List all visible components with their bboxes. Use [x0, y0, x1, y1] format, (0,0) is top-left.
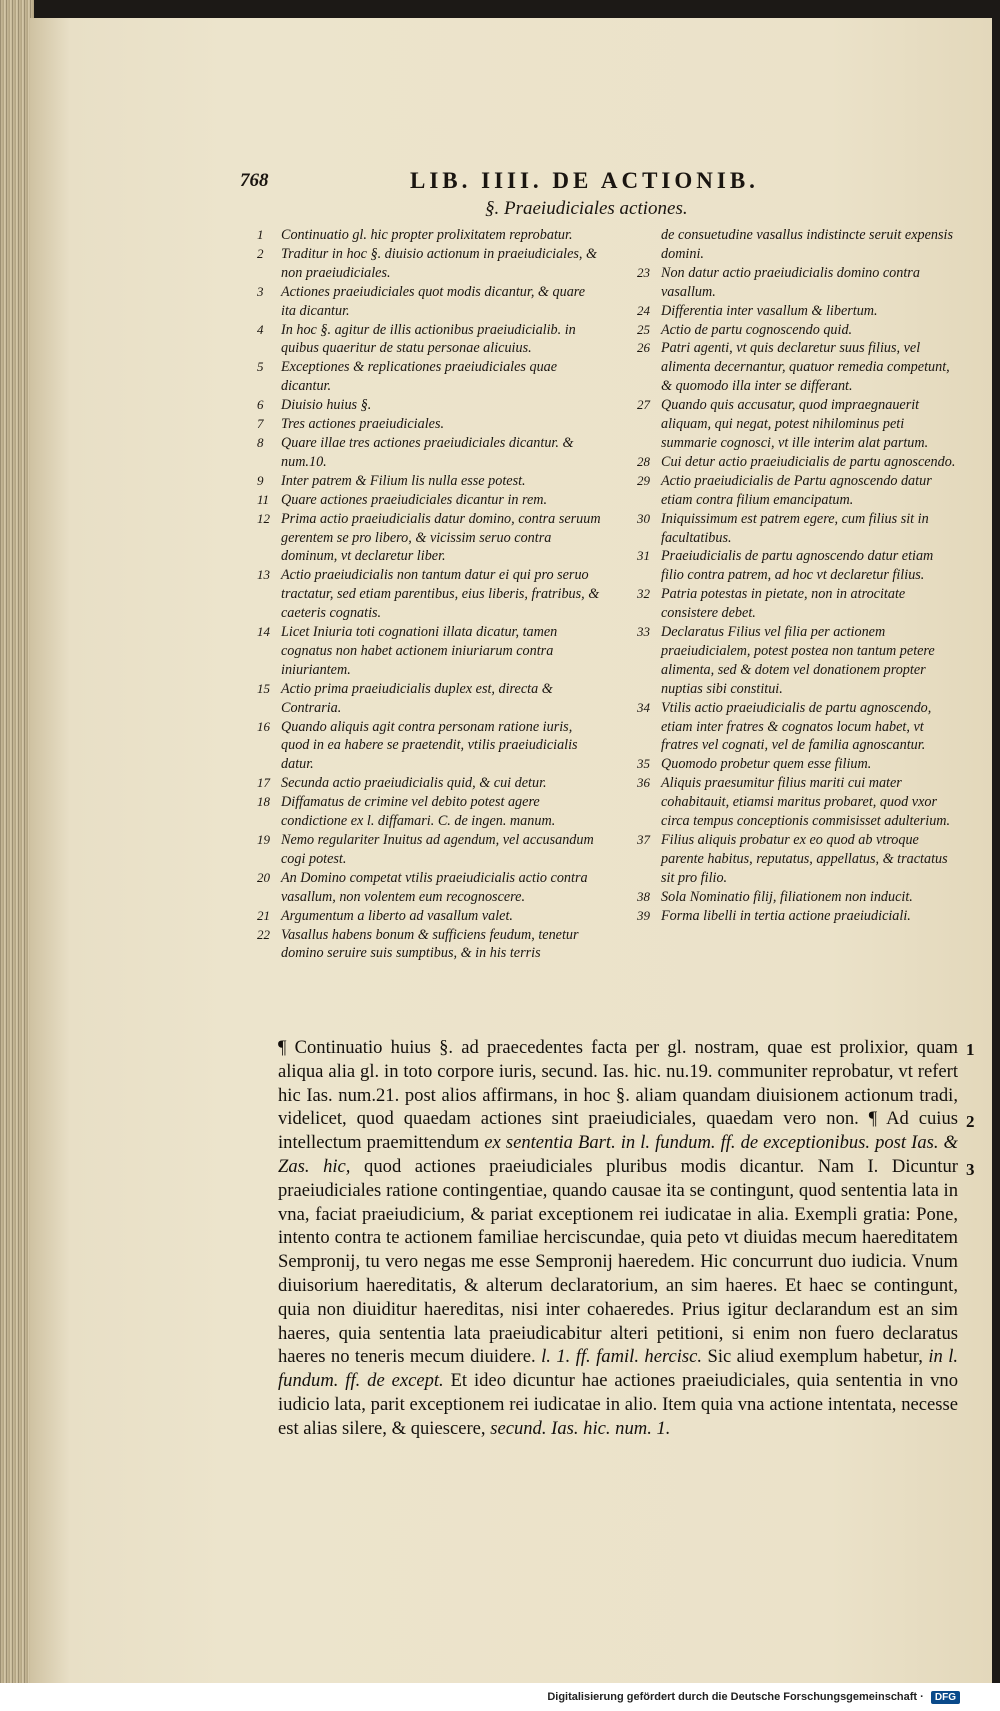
index-entry-text: Quomodo probetur quem esse filium.	[661, 756, 872, 773]
index-entry-text: Continuatio gl. hic propter prolixitatem reprobatur.	[281, 227, 573, 243]
index-entry	[257, 358, 602, 396]
index-entry-number: 18	[257, 794, 270, 810]
running-head	[240, 170, 940, 200]
index-entry	[637, 264, 959, 302]
index-entry-number: 3	[257, 283, 264, 299]
index-entry	[257, 510, 602, 567]
index-entry	[257, 623, 602, 680]
body-citation: secund. Ias. hic. num. 1.	[490, 1417, 671, 1439]
index-entry-text: Non datur actio praeiudicialis domino contra vasallum.	[661, 264, 920, 300]
body-citation: ex sententia Bart. in l. fundum. ff. de exceptionibus. post Ias. & Zas. hic,	[278, 1132, 959, 1177]
index-entry	[637, 774, 959, 831]
index-entry-text: Differentia inter vasallum & libertum.	[661, 302, 878, 319]
index-entry-text: Inter patrem & Filium lis nulla esse potest.	[281, 472, 526, 489]
page-number: 768	[240, 170, 269, 191]
index-entry-number: 20	[257, 869, 270, 885]
index-entry	[257, 718, 602, 775]
index-entry	[257, 283, 602, 321]
index-entry-number: 23	[637, 264, 650, 280]
index-entry	[257, 472, 602, 491]
index-entry-number: 14	[257, 624, 270, 640]
index-entry	[257, 793, 602, 831]
index-entry-text: Actio de partu cognoscendo quid.	[661, 321, 853, 338]
index-entry	[637, 453, 959, 472]
footer-bar	[0, 1683, 1000, 1711]
index-entry	[257, 926, 602, 964]
index-entry	[257, 245, 602, 283]
footer-credit	[547, 1691, 960, 1704]
index-entry-text: de consuetudine vasallus indistincte seruit expensis domini.	[661, 227, 953, 262]
index-entry-text: Traditur in hoc §. diuisio actionum in praeiudiciales, & non praeiudiciales.	[281, 245, 598, 281]
book-page-edges	[0, 0, 34, 1711]
index-entry-text: Tres actiones praeiudiciales.	[281, 416, 445, 433]
index-entry	[637, 226, 959, 264]
index-entry-number: 25	[637, 321, 650, 337]
index-entry-text: Vasallus habens bonum & sufficiens feudum, tenetur domino seruire suis sumptibus, & in his terris	[281, 926, 579, 962]
index-entry-number: 6	[257, 397, 264, 413]
index-entry-text: Iniquissimum est patrem egere, cum filius sit in facultatibus.	[661, 510, 929, 546]
index-entry-number: 12	[257, 510, 270, 526]
margin-note: 1	[966, 1040, 975, 1059]
index-entry	[637, 755, 959, 774]
index-entry	[637, 623, 959, 699]
index-entry-text: Sola Nominatio filij, filiationem non inducit.	[661, 888, 913, 905]
index-entry-text: Quando aliquis agit contra personam ratione iuris, quod in ea habere se praetendit, vtilis praeiudicialis datur.	[281, 718, 578, 773]
index-entry	[637, 547, 959, 585]
index-entry-text: Exceptiones & replicationes praeiudiciales quae dicantur.	[281, 359, 558, 395]
index-entry	[637, 907, 959, 926]
dfg-logo-icon: DFG	[931, 1691, 960, 1704]
index-entry-number: 5	[257, 359, 264, 375]
index-entry	[257, 831, 602, 869]
index-entry-text: Cui detur actio praeiudicialis de partu agnoscendo.	[661, 453, 956, 470]
index-entry	[257, 415, 602, 434]
body-paragraph-part: ¶ Continuatio huius §. ad praecedentes facta per gl. nostram, quae est prolixior, quam aliqua alia gl. in toto corpore iuris, secund. Ias. hic. nu.19. communiter reprobatur, vt refert hic Ias. num.21. post alios affirmans, in hoc §. aliam quandam diuisionem actionum tradi, videlicet, quod quaedam actiones sint praeiudiciales, quaedam vero non. ¶ Ad cuius intellectum praemittendum	[278, 1037, 958, 1154]
index-entry-number: 11	[257, 491, 270, 507]
section-title: §. Praeiudiciales actiones.	[485, 198, 688, 219]
index-entry	[257, 869, 602, 907]
index-entry-number: 28	[637, 453, 650, 469]
index-entry-number: 31	[637, 548, 650, 564]
index-entry-number: 15	[257, 680, 270, 696]
index-entry-number: 22	[257, 926, 270, 942]
index-entry-text: Patri agenti, vt quis declaretur suus filius, vel alimenta decernantur, quatuor remedia competunt, & quomodo illa inter se differant.	[661, 340, 950, 395]
body-paragraph-part: Et ideo dicuntur hae actiones praeiudiciales, quia sententia in vno iudicio lata, parit exceptionem rei iudicatae in alio. Item quia vna actione intentata, necesse est alias silere, & quiescere,	[278, 1370, 958, 1439]
index-entry-number: 32	[637, 586, 650, 602]
index-entry-number: 26	[637, 340, 650, 356]
index-entry-text: In hoc §. agitur de illis actionibus praeiudicialib. in quibus quaeritur de statu personae alicuius.	[281, 321, 576, 357]
index-entry-text: Nemo regulariter Inuitus ad agendum, vel accusandum cogi potest.	[281, 832, 594, 867]
index-entry-number: 37	[637, 832, 650, 847]
index-entry-text: Actiones praeiudiciales quot modis dicantur, & quare ita dicantur.	[281, 283, 586, 319]
index-entry-text: Diffamatus de crimine vel debito potest agere condictione ex l. diffamari. C. de ingen. manum.	[281, 794, 556, 830]
index-entry-text: Actio praeiudicialis de Partu agnoscendo datur etiam contra filium emancipatum.	[661, 472, 932, 508]
index-entry-text: Licet Iniuria toti cognationi illata dicatur, tamen cognatus non habet actionem iniuriarum contra iniuriantem.	[281, 624, 558, 678]
index-entry-text: Praeiudicialis de partu agnoscendo datur etiam filio contra patrem, ad hoc vt declaretur filius.	[661, 548, 934, 584]
index-left-column	[257, 226, 602, 963]
footer-text: Digitalisierung gefördert durch die Deutsche Forschungsgemeinschaft ·	[547, 1691, 924, 1703]
index-entry	[257, 774, 602, 793]
index-entry-number: 34	[637, 699, 650, 715]
index-entry	[257, 434, 602, 472]
index-entry	[257, 680, 602, 718]
index-entry	[257, 491, 602, 510]
index-entry-number: 1	[257, 227, 264, 242]
index-entry-text: Declaratus Filius vel filia per actionem praeiudicialem, potest postea non tantum petere alimenta, sed & dotem vel donationem propter nuptias sibi constitui.	[661, 624, 935, 697]
index-entry-number: 39	[637, 907, 650, 923]
index-entry-number: 8	[257, 434, 264, 450]
index-entry-text: An Domino competat vtilis praeiudicialis actio contra vasallum, non volentem eum recognoscere.	[281, 869, 588, 905]
index-entry	[637, 302, 959, 321]
index-entry-text: Forma libelli in tertia actione praeiudiciali.	[661, 907, 911, 924]
margin-note: 2	[966, 1112, 975, 1131]
index-entry-number: 27	[637, 397, 650, 413]
index-entry-text: Secunda actio praeiudicialis quid, & cui detur.	[281, 775, 547, 792]
index-entry-text: Actio prima praeiudicialis duplex est, directa & Contraria.	[281, 680, 553, 716]
index-entry-number: 9	[257, 472, 264, 488]
body-citation: in l. fundum. ff. de except.	[278, 1346, 959, 1392]
index-entry	[637, 831, 959, 888]
index-entry-number: 38	[637, 888, 650, 904]
index-entry	[637, 472, 959, 510]
index-entry	[637, 339, 959, 396]
index-entry	[257, 226, 602, 245]
margin-note: 3	[966, 1160, 975, 1179]
index-entry-number: 21	[257, 907, 270, 923]
index-entry	[637, 396, 959, 453]
index-entry	[257, 907, 602, 926]
index-entry-text: Quando quis accusatur, quod impraegnauerit aliquam, qui negat, potest nihilominus peti summarie cognosci, vt ille interim alat partum.	[661, 397, 929, 451]
index-entry-number: 29	[637, 472, 650, 488]
body-paragraph-part: quod actiones praeiudiciales pluribus modis dicantur. Nam I. Dicuntur praeiudiciales ratione contingentiae, quando causae ita se contingunt, quod sententia lata in vna, faciat praeiudicium, & pariat exceptionem rei iudicatae in alia. Exempli gratia: Pone, intento contra te actionem familiae herciscundae, quia peto vt diuidas mecum haereditatem Sempronij, tu vero negas me esse Sempronij haeredem. Hic concurrunt duo iudicia. Vnum diuisorium haereditatis, & alterum declaratorium, an sim haeres. Et haec se contingunt, quia non diuiditur haereditas, nisi inter cohaeredes. Prius igitur declarandum est an sim haeres, quia sententia lata praeiudicabitur alteri petitioni, si enim non fuero declaratus haeres no teneris mecum diuidere.	[278, 1155, 958, 1368]
index-entry-number: 16	[257, 718, 270, 734]
index-entry	[637, 888, 959, 907]
index-entry-number: 4	[257, 321, 264, 337]
body-paragraph-part: Sic aliud exemplum habetur,	[707, 1346, 923, 1368]
index-entry-text: Quare actiones praeiudiciales dicantur in rem.	[281, 491, 548, 508]
index-entry	[257, 566, 602, 623]
index-entry-number: 33	[637, 624, 650, 640]
index-entry-number: 35	[637, 756, 650, 772]
index-entry	[637, 585, 959, 623]
index-entry-text: Argumentum a liberto ad vasallum valet.	[281, 907, 513, 924]
index-entry-number: 19	[257, 832, 270, 847]
body-text	[278, 1036, 958, 1441]
body-citation: l. 1. ff. famil. hercisc.	[541, 1346, 703, 1368]
index-entry	[637, 699, 959, 756]
index-entry-text: Filius aliquis probatur ex eo quod ab vtroque parente habitus, reputatus, appellatus, & tractatus sit pro filio.	[661, 832, 948, 886]
index-entry	[257, 321, 602, 359]
running-head-title: LIB. IIII. DE ACTIONIB.	[410, 168, 759, 193]
index-entry-text: Vtilis actio praeiudicialis de partu agnoscendo, etiam inter fratres & cognatos locum habet, vt fratres vel cognati, vel de familia agnoscantur.	[661, 699, 932, 754]
index-entry-number: 36	[637, 775, 650, 791]
index-entry-number: 7	[257, 416, 264, 432]
index-right-column	[637, 226, 959, 926]
index-entry-number: 24	[637, 302, 650, 318]
index-entry	[637, 321, 959, 340]
index-entry-text: Aliquis praesumitur filius mariti cui mater cohabitauit, etiamsi maritus probaret, quod vxor circa tempus conceptionis commisisset adulterium.	[661, 775, 951, 830]
index-entry-number: 2	[257, 245, 264, 261]
index-entry-number: 30	[637, 510, 650, 526]
index-entry-text: Prima actio praeiudicialis datur domino, contra seruum gerentem se pro libero, & vicissim seruo contra dominum, vt declaretur liber.	[281, 510, 601, 565]
index-entry	[637, 510, 959, 548]
index-entry	[257, 396, 602, 415]
index-entry-text: Actio praeiudicialis non tantum datur ei qui pro seruo tractatur, sed etiam parentibus, eius liberis, fratribus, & caeteris cognatis.	[281, 567, 600, 622]
index-entry-text: Patria potestas in pietate, non in atrocitate consistere debet.	[661, 586, 906, 622]
index-entry-number: 13	[257, 567, 270, 583]
index-entry-text: Quare illae tres actiones praeiudiciales dicantur. & num.10.	[281, 434, 574, 470]
index-entry-number: 17	[257, 775, 270, 791]
index-entry-text: Diuisio huius §.	[281, 397, 372, 414]
